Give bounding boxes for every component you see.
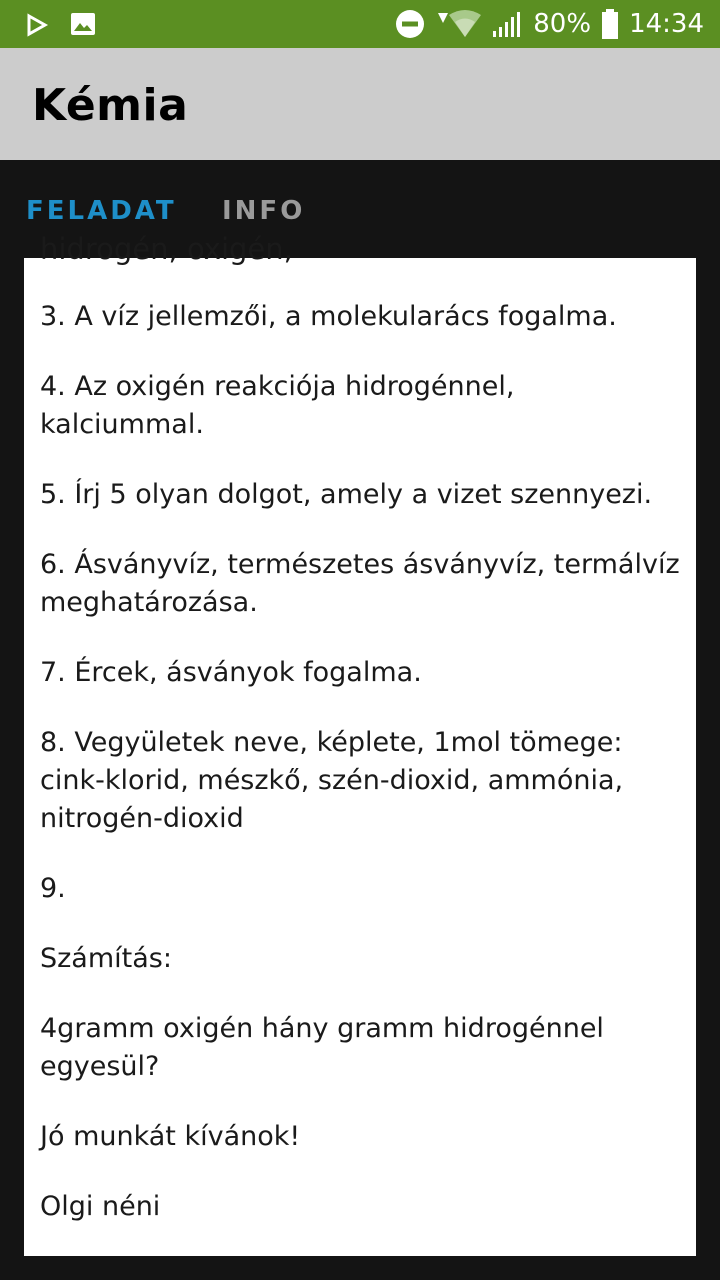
battery-percent: 80% bbox=[533, 9, 592, 39]
closing-wish: Jó munkát kívánok! bbox=[40, 1121, 301, 1152]
task-item-8: 8. Vegyületek neve, képlete, 1mol tömege: cink-klorid, mészkő, szén-dioxid, ammónia, nitrogén-dioxid bbox=[40, 727, 624, 834]
do-not-disturb-icon bbox=[395, 9, 425, 39]
task-item-6: 6. Ásványvíz, természetes ásványvíz, termálvíz meghatározása. bbox=[40, 549, 680, 618]
wifi-icon bbox=[435, 9, 483, 39]
status-icons bbox=[395, 0, 704, 48]
signature: Olgi néni bbox=[40, 1191, 161, 1222]
play-store-icon bbox=[26, 14, 48, 41]
task-content[interactable] bbox=[24, 232, 696, 1256]
task-item-3: 3. A víz jellemzői, a molekularács fogalma. bbox=[40, 301, 617, 332]
tab-feladat[interactable]: FELADAT bbox=[26, 196, 177, 226]
partial-text-line: hidrogén, oxigén, bbox=[40, 232, 293, 266]
image-icon bbox=[70, 12, 96, 41]
clock: 14:34 bbox=[629, 9, 704, 39]
task-item-9: 9. bbox=[40, 873, 66, 904]
page-title: Kémia bbox=[32, 80, 189, 131]
calculation-question: 4gramm oxigén hány gramm hidrogénnel egyesül? bbox=[40, 1013, 604, 1082]
battery-icon bbox=[601, 9, 619, 39]
task-item-5: 5. Írj 5 olyan dolgot, amely a vizet szennyezi. bbox=[40, 479, 653, 510]
tab-info[interactable]: INFO bbox=[222, 196, 306, 226]
calculation-heading: Számítás: bbox=[40, 943, 172, 974]
task-item-7: 7. Ércek, ásványok fogalma. bbox=[40, 657, 422, 688]
app-bar bbox=[0, 48, 720, 160]
signal-icon bbox=[493, 11, 523, 37]
status-bar bbox=[0, 0, 720, 48]
task-item-4: 4. Az oxigén reakciója hidrogénnel, kalciummal. bbox=[40, 371, 515, 440]
